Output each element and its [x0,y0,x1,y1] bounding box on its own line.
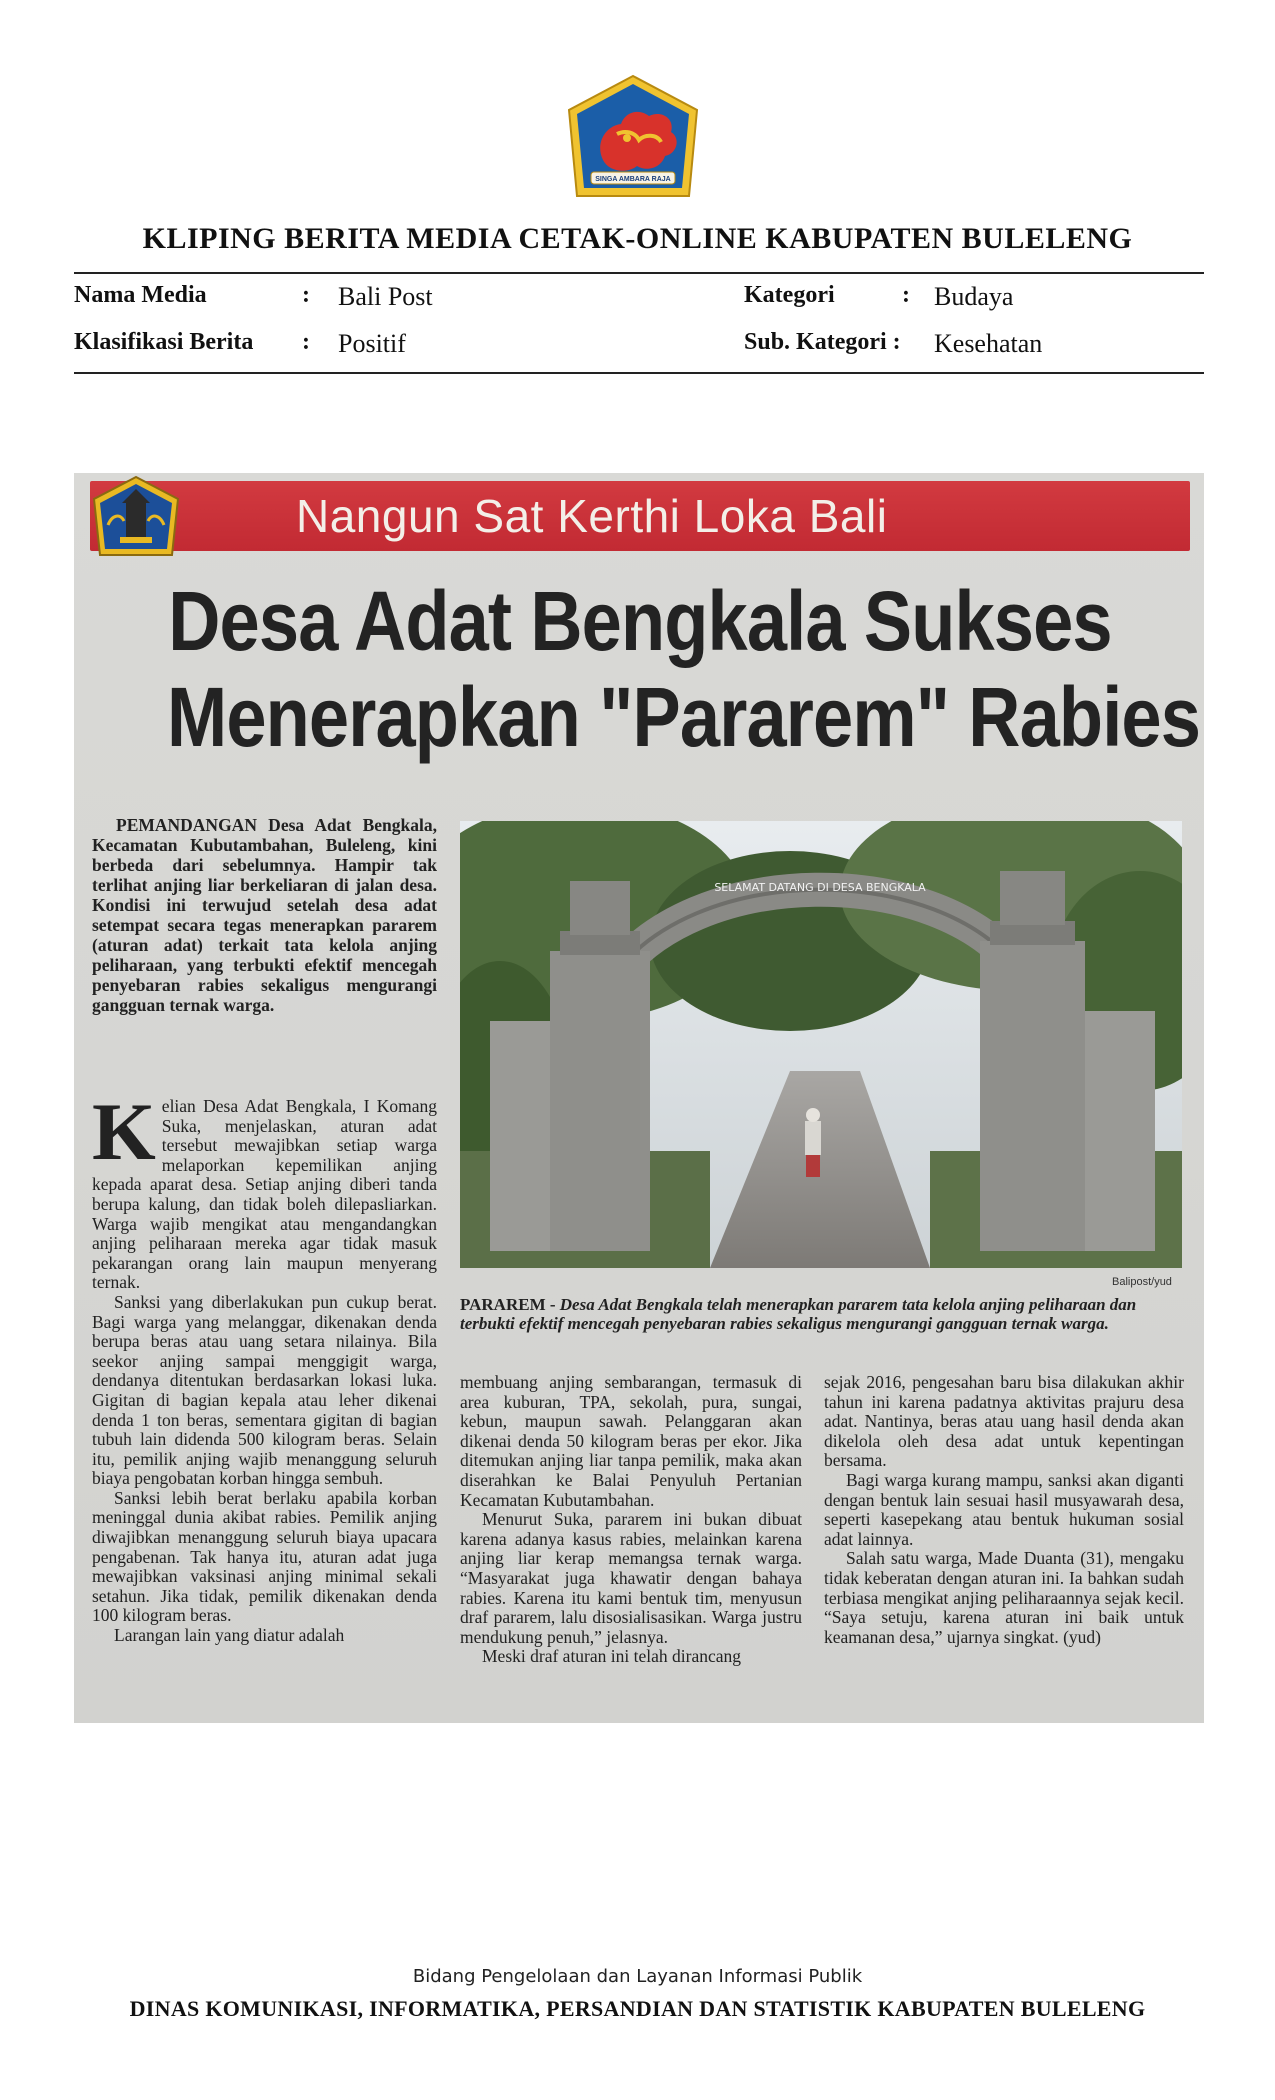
buleleng-logo [565,74,701,198]
photo-credit: Balipost/yud [1112,1276,1172,1288]
media-value: Bali Post [338,282,433,311]
news-clipping [74,473,1204,1723]
col3-paragraph-2: Bagi warga kurang mampu, sanksi akan diganti dengan bentuk lain sesuai hasil musyawarah desa, seperti kasepekang atau bentuk hukuman sosial adat lainnya. [824,1469,1184,1549]
gate-photo [460,821,1182,1268]
headline-line-2: Menerapkan "Pararem" Rabies [167,670,1201,764]
caption-lead: PARAREM - [460,1295,556,1314]
col2-paragraph-3: Meski draf aturan ini telah dirancang [482,1646,741,1667]
kategori-label: Kategori [744,282,835,308]
col2-paragraph-2: Menurut Suka, pararem ini bukan dibuat karena adanya kasus rabies, melainkan karena anjing liar kerap memangsa ternak warga. “Masyarakat juga khawatir dengan bahaya rabies. Karena itu kami bentuk tim, menyusun draf pararem, lalu disosialisasikan. Warga justru mendukung penuh,” jelasnya. [460,1509,802,1647]
media-colon: : [302,282,310,308]
klasifikasi-value: Positif [338,329,406,358]
kategori-colon: : [902,282,910,308]
media-label: Nama Media [74,282,207,308]
footer-agency: DINAS KOMUNIKASI, INFORMATIKA, PERSANDIAN DAN STATISTIK KABUPATEN BULELENG [129,1996,1146,2021]
article-column-3 [824,1373,1184,1713]
col3-paragraph-1: sejak 2016, pengesahan baru bisa dilakukan akhir tahun ini karena padatnya aktivitas prajuru desa adat. Nantinya, beras atau uang hasil denda akan dikelola oleh desa adat untuk kepentingan bersama. [824,1373,1184,1471]
col1-paragraph-2: Sanksi yang diberlakukan pun cukup berat. Bagi warga yang melanggar, dikenakan denda berupa beras atau uang setara nilainya. Bila seekor anjing sampai menggigit warga, dendanya ditentukan berdasarkan lokasi luka. Gigitan di bagian kepala atau leher dikenai denda 1 ton beras, sementara gigitan di bagian tubuh lain didenda 500 kilogram beras. Selain itu, pemilik anjing wajib menanggung seluruh biaya pengobatan korban hingga sembuh. [92,1291,437,1489]
subkategori-value: Kesehatan [934,329,1043,358]
article-column-1 [92,1097,437,1723]
caption-text: Desa Adat Bengkala telah menerapkan pararem tata kelola anjing peliharaan dan terbukti efektif mencegah penyebaran rabies sekaligus mengurangi gangguan ternak warga. [460,1295,1137,1333]
klasifikasi-label: Klasifikasi Berita [74,329,254,355]
col1-paragraph-3: Sanksi lebih berat berlaku apabila korban meninggal dunia akibat rabies. Pemilik anjing diwajibkan menanggung seluruh biaya upacara pengabenan. Tak hanya itu, aturan adat juga mewajibkan vaksinasi anjing minimal sekali setahun. Jika tidak, pemilik dikenakan denda 100 kilogram beras. [92,1487,437,1626]
bali-emblem-icon [90,475,182,557]
col1-paragraph-1: elian Desa Adat Bengkala, I Komang Suka, menjelaskan, aturan adat tersebut mewajibkan setiap warga melaporkan kepemilikan anjing kepada aparat desa. Setiap anjing diberi tanda berupa kalung, dan tidak boleh dilepasliarkan. Warga wajib mengikat atau mengandangkan anjing peliharaan mereka agar tidak masuk pekarangan orang lain maupun menyerang ternak. [92,1097,437,1293]
section-banner [90,481,1190,551]
headline-line-1: Desa Adat Bengkala Sukses [168,574,1112,668]
article-lead: PEMANDANGAN Desa Adat Bengkala, Kecamatan Kubutambahan, Buleleng, kini berbeda dari sebelumnya. Hampir tak terlihat anjing liar berkeliaran di jalan desa. Kondisi ini terwujud setelah desa adat setempat secara tegas menerapkan pararem (aturan adat) terkait tata kelola anjing peliharaan, yang terbukti efektif mencegah penyebaran rabies sekaligus mengurangi gangguan ternak warga. [92,815,437,1015]
dropcap: K [92,1097,156,1177]
col2-paragraph-1: membuang anjing sembarangan, termasuk di area kuburan, TPA, sekolah, pura, sungai, kebun, maupun sawah. Pelanggaran akan dikenai denda 50 kilogram beras per ekor. Jika ditemukan anjing liar tanpa pemilik, maka akan diserahkan ke Balai Penyuluh Pertanian Kecamatan Kubutambahan. [460,1373,802,1510]
banner-title: Nangun Sat Kerthi Loka Bali [296,490,888,542]
document-title: KLIPING BERITA MEDIA CETAK-ONLINE KABUPATEN BULELENG [142,222,1133,255]
col3-paragraph-3: Salah satu warga, Made Duanta (31), mengaku tidak keberatan dengan aturan ini. Ia bahkan sudah terbiasa mengikat anjing peliharaannya sejak kecil. “Saya setuju, karena aturan ini baik untuk keamanan desa,” ujarnya singkat. (yud) [824,1548,1184,1647]
gate-sign-text: SELAMAT DATANG DI DESA BENGKALA [714,881,926,894]
subkategori-label: Sub. Kategori : [744,329,901,355]
footer-department: Bidang Pengelolaan dan Layanan Informasi Publik [412,1966,863,1987]
article-column-2 [460,1373,802,1713]
col1-paragraph-4: Larangan lain yang diatur adalah [114,1625,345,1646]
photo-caption [460,1295,1190,1333]
header-divider-top [74,272,1204,274]
header-divider-bottom [74,372,1204,374]
logo-motto: SINGA AMBARA RAJA [595,176,671,183]
klasifikasi-colon: : [302,329,310,355]
kategori-value: Budaya [934,282,1014,311]
